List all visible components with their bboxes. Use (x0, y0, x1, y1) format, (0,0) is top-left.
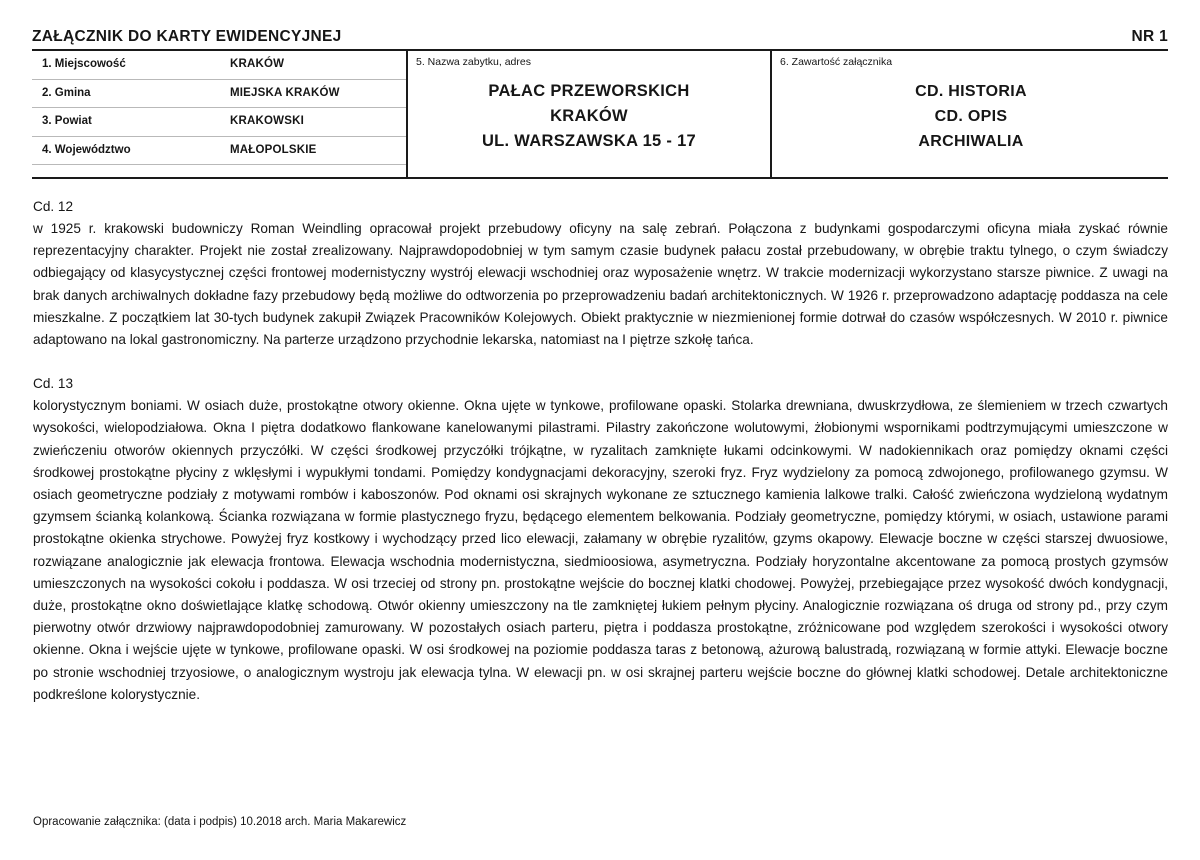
section-text-cd-12: w 1925 r. krakowski budowniczy Roman Weindling opracował projekt przebudowy oficyny na salę zebrań. Połączona z budynkami gospodarczymi oficyna miała zyskać równie reprezentacyjny charakter. Projekt nie został zrealizowany. Najprawdopodobniej w tym samym czasie budynek pałacu został przebudowany, w obrębie traktu tylnego, o czym świadczy odbiegający od klasycystycznej części frontowej modernistyczny wystrój elewacji wschodniej oraz wyposażenie wnętrz. W trakcie modernizacji wykorzystano starsze piwnice. Z uwagi na brak danych archiwalnych dokładne fazy przebudowy będą możliwe do odtworzenia po przeprowadzeniu badań architektonicznych. W 1926 r. przeprowadzono adaptację poddasza na cele mieszkalne. Z początkiem lat 30-tych budynek zakupił Związek Pracowników Kolejowych. Obiekt praktycznie w niezmienionej formie dotrwał do czasów współczesnych. W 2010 r. piwnice adaptowano na lokal gastronomiczny. Na parterze urządzono przychodnie lekarska, natomiast na I piętrze szkołę tańca. (33, 221, 1168, 348)
contents-list (774, 79, 1168, 154)
monument-city-line: KRAKÓW (550, 107, 628, 125)
monument-address-line: UL. WARSZAWSKA 15 - 17 (481, 132, 697, 150)
section-text-cd-13: kolorystycznym boniami. W osiach duże, prostokątne otwory okienne. Okna ujęte w tynkowe, profilowane opaski. Stolarka drewniana, dwuskrzydłowa, ze ślemieniem w trzech czwartych wysokości, wielopodziałowa. Okna I piętra dodatkowo flankowane kanelowanymi pilastrami. Pilastry zakończone wolutowymi, żłobionymi wspornikami podtrzymującymi umieszczone w zwieńczeniu otworów okiennych przyczółki. W części środkowej przyczółki trójkątne, w ryzalitach zamknięte łukami odcinkowymi. W nadokiennikach oraz pomiędzy oknami części środkowej prostokątne płyciny z wklęsłymi i wypukłymi tondami. Pomiędzy kondygnacjami dekoracyjny, szeroki fryz. Fryz wydzielony za pomocą zdwojonego, profilowanego gzymsu. W osiach geometryczne podziały z motywami rombów i kaboszonów. Pod oknami osi skrajnych wykonane ze sztucznego kamienia lalkowe tralki. Całość zwieńczona wydzieloną wydatnym gzymsem ścianką kolankową. Ścianka rozwiązana w formie plastycznego fryzu, będącego elementem belkowania. Podziały geometryczne, pomiędzy którymi, w osiach, ustawione parami prostokątne okienka strychowe. Powyżej fryz kostkowy i wychodzący przed lico elewacji, załamany w obrębie ryzalitów, gzyms okapowy. Elewacje boczne w części starszej dwuosiowe, rozwiązane analogicznie jak elewacja frontowa. Elewacja wschodnia modernistyczna, siedmioosiowa, asymetryczna. Podziały horyzontalne akcentowane za pomocą prostych gzymsów umieszczonych na wysokości cokołu i poddasza. W osi trzeciej od strony pn. prostokątne wejście do bocznej klatki chodowej. Powyżej, przebiegające przez wysokość dwóch kondygnacji, duże, prostokątne okno doświetlające klatkę schodową. Otwór okienny umieszczony na tle zamkniętej łukiem pełnym płyciny. Analogicznie rozwiązana oś druga od strony pd., przy czym pierwotny otwór drzwiowy najprawdopodobniej zamurowany. W pozostałych osiach parteru, piętra i poddasza prostokątne, zróżnicowane pod względem szerokości i wysokości otwory okienne. Okna i wejście ujęte w tynkowe, profilowane opaski. W osi środkowej na poziomie poddasza taras z betonową, ażurową balustradą, rozwiązaną w formie attyki. Elewacje boczne po stronie wschodniej trzyosiowe, o analogicznym wystroju jak elewacja tylna. W elewacji pn. w osi skrajnej parteru wejście boczne do głównej klatki schodowej. Detale architektoniczne podkreślone kolorystycznie. (33, 398, 1168, 702)
document-title: ZAŁĄCZNIK DO KARTY EWIDENCYJNEJ (32, 28, 342, 45)
monument-caption: 5. Nazwa zabytku, adres (416, 56, 531, 68)
footer-authorship: Opracowanie załącznika: (data i podpis) 10.2018 arch. Maria Makarewicz (33, 816, 407, 828)
field-label-commune: 2. Gmina (42, 86, 91, 99)
section-label-cd-12: Cd. 12 (33, 199, 74, 214)
field-label-county: 3. Powiat (42, 115, 92, 127)
header-table (32, 49, 1168, 179)
table-divider-right (770, 51, 772, 177)
field-value-county: KRAKOWSKI (230, 115, 304, 127)
section-cd-12 (33, 196, 1168, 351)
section-cd-13 (33, 373, 1168, 706)
field-value-voivodeship: MAŁOPOLSKIE (230, 143, 317, 156)
section-label-cd-13: Cd. 13 (33, 376, 74, 392)
table-row (32, 108, 406, 137)
table-divider-left (406, 51, 408, 177)
monument-name-line: PAŁAC PRZEWORSKICH (488, 82, 690, 100)
attachment-number: NR 1 (1131, 28, 1168, 45)
contents-line-history: CD. HISTORIA (915, 83, 1027, 100)
monument-name (410, 79, 768, 154)
monument-cell (410, 51, 768, 177)
table-row (32, 80, 406, 109)
contents-line-description: CD. OPIS (934, 108, 1008, 125)
section-spacer (33, 351, 1168, 373)
field-value-locality: KRAKÓW (230, 58, 285, 70)
field-label-voivodeship: 4. Województwo (42, 143, 131, 156)
contents-line-archives: ARCHIWALIA (918, 133, 1024, 150)
document-body (33, 196, 1168, 706)
field-value-commune: MIEJSKA KRAKÓW (230, 86, 340, 99)
contents-caption: 6. Zawartość załącznika (780, 56, 893, 68)
field-label-locality: 1. Miejscowość (42, 58, 126, 70)
contents-cell (774, 51, 1168, 177)
table-row (32, 51, 406, 80)
table-row (32, 137, 406, 166)
identification-column (32, 51, 406, 177)
